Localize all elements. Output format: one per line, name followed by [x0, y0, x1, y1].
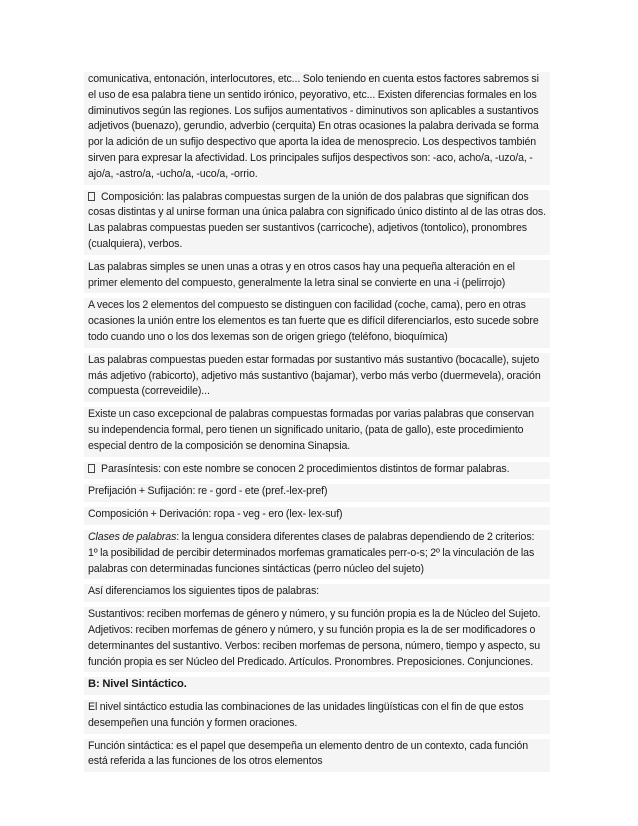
paragraph-sustantivos: Sustantivos: reciben morfemas de género y número, y su función propia es la de Núcleo del Sujeto. Adjetivos: reciben morfemas de género y número, y su función propia es la de ser modificadores o determinantes del sustantivo. Verbos: reciben morfemas de persona, número, tiempo y aspecto, su función propia es ser Núcleo del Predicado. Artículos. Pronombres. Preposiciones. Conjunciones. [84, 607, 550, 672]
paragraph-parasintesis [84, 462, 550, 480]
paragraph-funcion-sintactica: Función sintáctica: es el papel que desempeña un elemento dentro de un contexto, cada función está referida a las funciones de los otros elementos [84, 739, 550, 773]
paragraph-composicion-derivacion: Composición + Derivación: ropa - veg - ero (lex- lex-suf) [84, 507, 550, 525]
paragraph-parasintesis-text: Parasíntesis: con este nombre se conocen 2 procedimientos distintos de formar palabras. [101, 462, 510, 475]
paragraph-tipos-palabras: Así diferenciamos los siguientes tipos de palabras: [84, 584, 550, 602]
paragraph-prefijacion: Prefijación + Sufijación: re - gord - ete (pref.-lex-pref) [84, 484, 550, 502]
paragraph-nivel-sintactico: El nivel sintáctico estudia las combinaciones de las unidades lingüísticas con el fin de que estos desempeñen una función y formen oraciones. [84, 700, 550, 734]
paragraph-composicion-text: Composición: las palabras compuestas surgen de la unión de dos palabras que significan dos cosas distintas y al unirse forman una única palabra con significado único distinto al de las otras dos. Las palabras compuestas pueden ser sustantivos (carricoche), adjetivos (tontolico), pronombres (cualquiera), verbos. [88, 190, 546, 250]
square-bullet-icon [88, 464, 95, 473]
paragraph-composicion [84, 190, 550, 255]
paragraph-palabras-simples: Las palabras simples se unen unas a otras y en otros casos hay una pequeña alteración en el primer elemento del compuesto, generalmente la letra sinal se convierte en una -i (pelirrojo) [84, 260, 550, 294]
square-bullet-icon [88, 192, 95, 201]
document-page [84, 72, 550, 777]
paragraph-elementos-compuesto: A veces los 2 elementos del compuesto se distinguen con facilidad (coche, cama), pero en otras ocasiones la unión entre los elementos es tan fuerte que es difícil diferenciarlos, esto sucede sobre todo cuando uno o los dos lexemas son de origen griego (teléfono, bioquímica) [84, 298, 550, 347]
paragraph-formas-compuestas: Las palabras compuestas pueden estar formadas por sustantivo más sustantivo (bocacalle), sujeto más adjetivo (rabicorto), adjetivo más sustantivo (bajamar), verbo más verbo (duermevela), oración compuesta (correveidile)... [84, 353, 550, 402]
section-heading-nivel-sintactico: B: Nivel Sintáctico. [84, 677, 550, 695]
clases-palabras-term: Clases de palabras [88, 530, 177, 543]
clases-palabras-text: : la lengua considera diferentes clases de palabras dependiendo de 2 criterios: 1º la posibilidad de percibir determinados morfemas gramaticales perr-o-s; 2º la vinculación de las palabras con determinadas funciones sintácticas (perro núcleo del sujeto) [88, 530, 535, 575]
paragraph-sinapsia: Existe un caso excepcional de palabras compuestas formadas por varias palabras que conservan su independencia formal, pero tienen un significado unitario, (pata de gallo), este procedimiento especial dentro de la composición se denomina Sinapsia. [84, 407, 550, 456]
paragraph-diminutivos: comunicativa, entonación, interlocutores, etc... Solo teniendo en cuenta estos factores sabremos si el uso de esa palabra tiene un sentido irónico, peyorativo, etc... Existen diferencias formales en los diminutivos según las regiones. Los sufijos aumentativos - diminutivos son aplicables a sustantivos adjetivos (buenazo), gerundio, adverbio (cerquita) En otras ocasiones la palabra derivada se forma por la adición de un sufijo despectivo que aporta la idea de menosprecio. Los despectivos también sirven para expresar la afectividad. Los principales sufijos despectivos son: -aco, acho/a, -uzo/a, -ajo/a, -astro/a, -ucho/a, -uco/a, -orrio. [84, 72, 550, 185]
paragraph-clases-palabras [84, 530, 550, 579]
